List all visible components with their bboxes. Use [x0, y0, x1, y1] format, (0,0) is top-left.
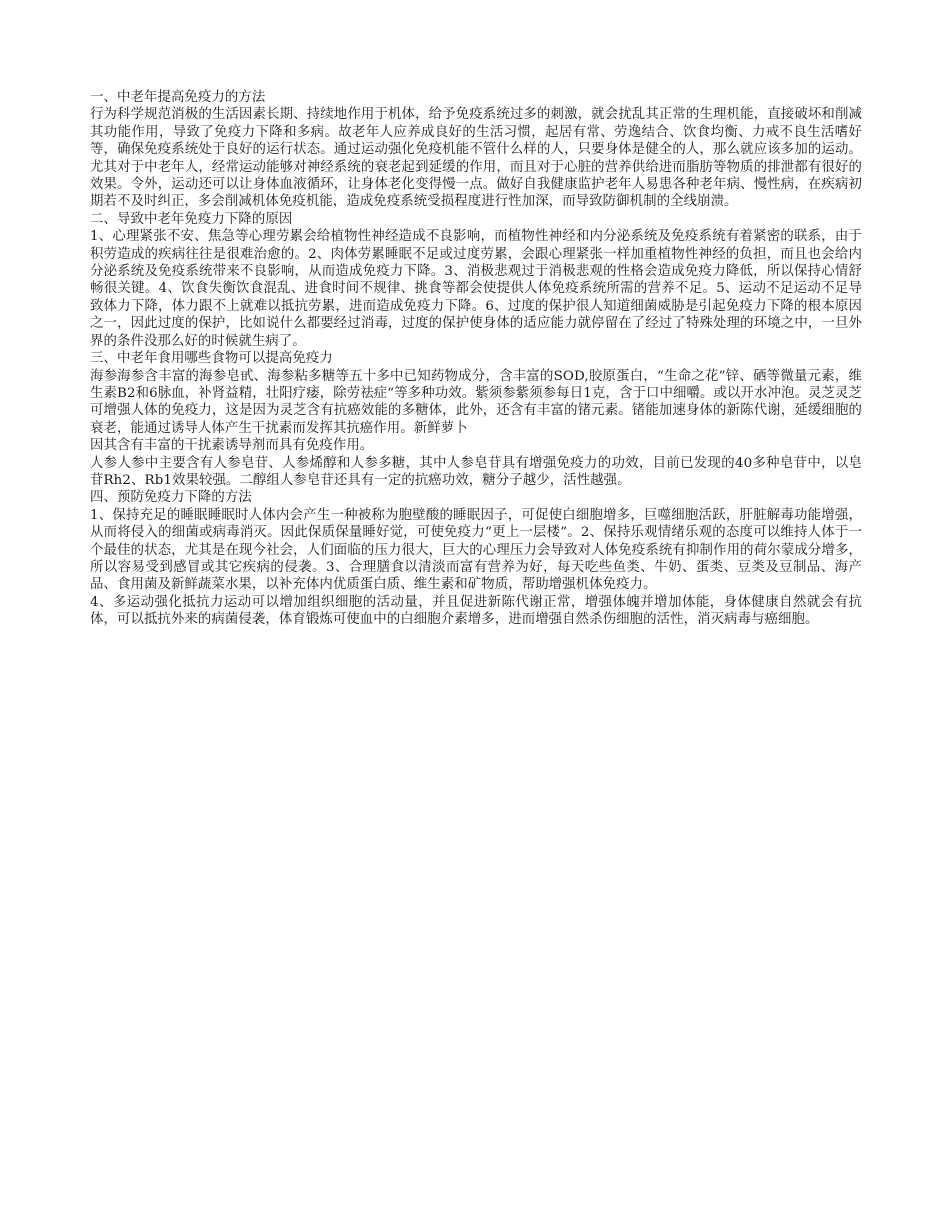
- section-heading-3: 三、中老年食用哪些食物可以提高免疫力: [90, 351, 333, 367]
- section-paragraph-4-exercise: 4、多运动强化抵抗力运动可以增加组织细胞的活动量，并且促进新陈代谢正常，增强体魄并增加体能，身体健康自然就会有抗体，可以抵抗外来的病菌侵袭，体育锻炼可使血中的白细胞介素增多，进而增强自然杀伤细胞的活性，消灭病毒与癌细胞。: [90, 594, 862, 628]
- section-paragraph-3-ginseng: 人参人参中主要含有人参皂苷、人参烯醇和人参多糖，其中人参皂苷具有增强免疫力的功效，目前已发现的40多种皂苷中，以皂苷Rh2、Rb1效果较强。二醇组人参皂苷还具有一定的抗癌功效，糖分子越少，活性越强。: [90, 455, 862, 488]
- section-paragraph-3: 海参海参含丰富的海参皂甙、海参粘多糖等五十多中已知药物成分，含丰富的SOD,胶原蛋白，“生命之花”锌、硒等微量元素，维生素B2和6脉血，补肾益精，壮阳疗痿，除劳祛症“等多种功效。紫须参紫须参每日1克，含于口中细嚼。或以开水冲泡。灵芝灵芝可增强人体的免疫力，这是因为灵芝含有抗癌效能的多糖体，此外，还含有丰富的锗元素。锗能加速身体的新陈代谢，延缓细胞的衰老，能通过诱导人体产生干扰素而发挥其抗癌作用。新鲜萝卜: [90, 368, 862, 436]
- section-paragraph-3-radish: 因其含有丰富的干扰素诱导剂而具有免疫作用。: [90, 438, 374, 454]
- section-paragraph-1: 行为科学规范消极的生活因素长期、持续地作用于机体，给予免疫系统过多的刺激，就会扰乱其正常的生理机能，直接破坏和削减其功能作用，导致了免疫力下降和多病。故老年人应养成良好的生活习惯，起居有常、劳逸结合、饮食均衡、力戒不良生活嗜好等，确保免疫系统处于良好的运行状态。通过运动强化免疫机能不管什么样的人，只要身体是健全的人，那么就应该多加的运动。尤其对于中老年人，经常运动能够对神经系统的衰老起到延缓的作用，而且对于心脏的营养供给进而脂肪等物质的排泄都有很好的效果。令外，运动还可以让身体血液循环，让身体老化变得慢一点。做好自我健康监护老年人易患各种老年病、慢性病，在疾病初期若不及时纠正，多会削减机体免疫机能，造成免疫系统受损程度进行性加深，而导致防御机制的全线崩溃。: [90, 107, 862, 210]
- document-page: [90, 89, 862, 629]
- section-heading-1: 一、中老年提高免疫力的方法: [90, 90, 266, 105]
- section-heading-2: 二、导致中老年免疫力下降的原因: [90, 211, 293, 227]
- section-paragraph-2: 1、心理紧张不安、焦急等心理劳累会给植物性神经造成不良影响，而植物性神经和内分泌系统及免疫系统有着紧密的联系，由于积劳造成的疾病往往是很难治愈的。2、肉体劳累睡眠不足或过度劳累，会跟心理紧张一样加重植物性神经的负担，而且也会给内分泌系统及免疫系统带来不良影响，从而造成免疫力下降。3、消极悲观过于消极悲观的性格会造成免疫力降低，所以保持心情舒畅很关键。4、饮食失衡饮食混乱、进食时间不规律、挑食等都会使提供人体免疫系统所需的营养不足。5、运动不足运动不足导致体力下降，体力跟不上就难以抵抗劳累，进而造成免疫力下降。6、过度的保护很人知道细菌威胁是引起免疫力下降的根本原因之一，因此过度的保护，比如说什么都要经过消毒，过度的保护使身体的适应能力就停留在了经过了特殊处理的环境之中，一旦外界的条件没那么好的时候就生病了。: [90, 229, 862, 349]
- section-paragraph-4: 1、保持充足的睡眠睡眠时人体内会产生一种被称为胞壁酸的睡眠因子，可促使白细胞增多，巨噬细胞活跃，肝脏解毒功能增强，从而将侵入的细菌或病毒消灭。因此保质保量睡好觉，可使免疫力“更上一层楼”。2、保持乐观情绪乐观的态度可以维持人体于一个最佳的状态，尤其是在现今社会，人们面临的压力很大，巨大的心理压力会导致对人体免疫系统有抑制作用的荷尔蒙成分增多，所以容易受到感冒或其它疾病的侵袭。3、合理膳食以清淡而富有营养为好，每天吃些鱼类、牛奶、蛋类、豆类及豆制品、海产品、食用菌及新鲜蔬菜水果，以补充体内优质蛋白质、维生素和矿物质，帮助增强机体免疫力。: [90, 507, 862, 593]
- section-heading-4: 四、预防免疫力下降的方法: [90, 490, 252, 506]
